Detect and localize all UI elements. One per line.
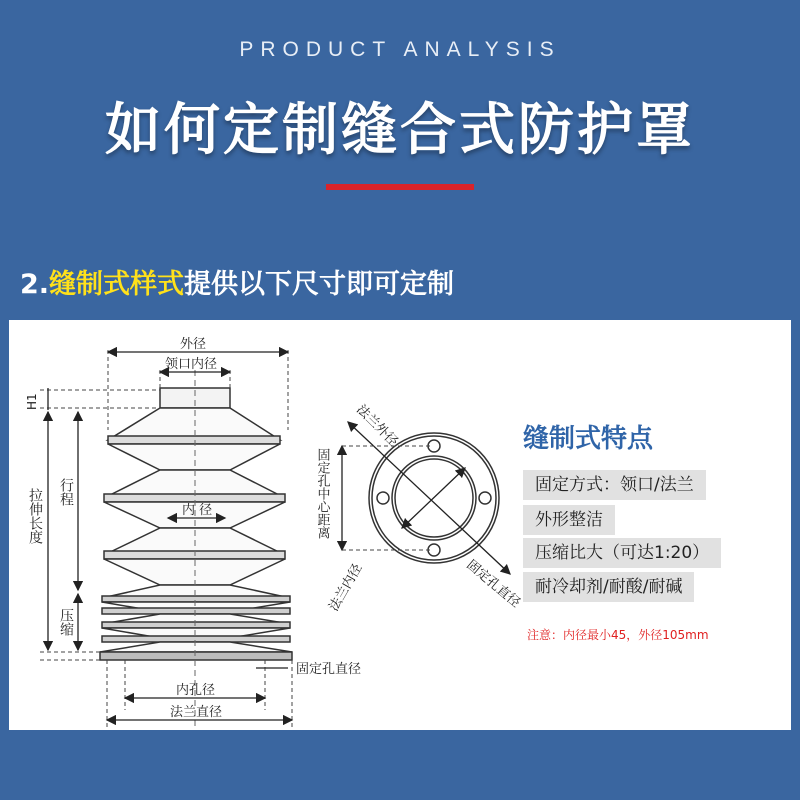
feature-item: 耐冷却剂/耐酸/耐碱 <box>523 572 694 602</box>
label-inner-diameter: 内 径 <box>182 503 213 518</box>
feature-item: 固定方式：领口/法兰 <box>523 470 706 500</box>
section-text: 提供以下尺寸即可定制 <box>184 269 455 300</box>
label-bore-diameter: 内孔径 <box>176 683 216 698</box>
diagram-panel <box>9 320 791 730</box>
section-highlight: 缝制式样式 <box>49 269 185 300</box>
label-stretch-length: 拉伸长度 <box>27 488 43 544</box>
label-compressed: 压缩 <box>58 608 74 636</box>
features-title: 缝制式特点 <box>523 424 654 454</box>
title-divider <box>326 184 474 190</box>
label-flange-diameter: 法兰直径 <box>170 705 223 720</box>
page-title: 如何定制缝合式防护罩 <box>105 98 695 163</box>
section-heading <box>20 262 454 301</box>
label-fixing-hole: 固定孔直径 <box>296 662 362 677</box>
subtitle-en: PRODUCT ANALYSIS <box>239 38 561 61</box>
feature-item: 压缩比大（可达1:20） <box>523 538 721 568</box>
label-collar-inner: 领口内径 <box>165 357 218 372</box>
size-note: 注意：内径最小45，外径105mm <box>527 628 709 642</box>
bellows-diagram <box>9 320 791 730</box>
label-h1: H1 <box>25 393 39 410</box>
label-stroke: 行程 <box>58 478 74 506</box>
label-flange-inner: 法兰内径 <box>326 561 366 614</box>
feature-item: 外形整洁 <box>523 505 615 535</box>
label-hole-center-distance: 固定孔中心距离 <box>314 448 330 539</box>
label-flange-outer: 法兰外径 <box>353 402 401 450</box>
label-hole-diameter-ring: 固定孔直径 <box>463 557 523 611</box>
label-outer-diameter: 外径 <box>180 337 207 352</box>
section-number: 2. <box>20 269 50 300</box>
bellows-body <box>100 388 292 660</box>
